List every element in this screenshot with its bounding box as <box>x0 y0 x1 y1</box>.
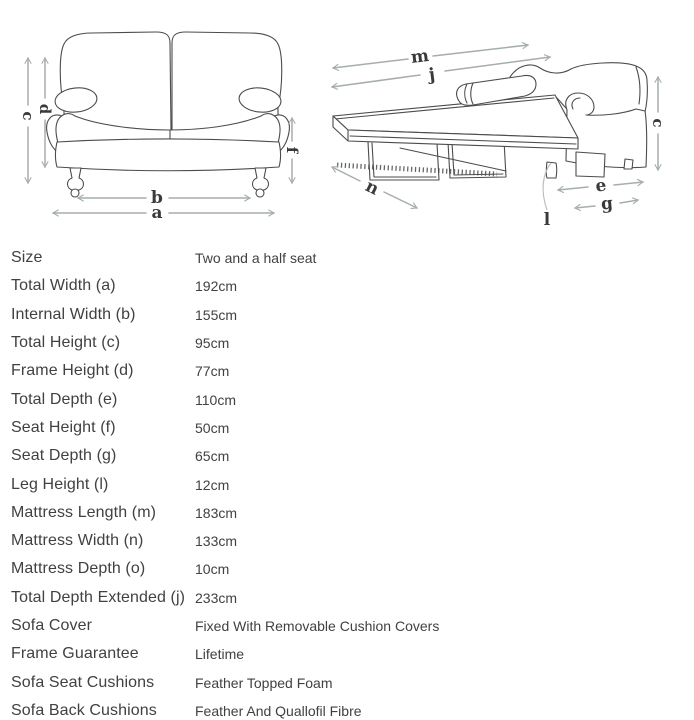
spec-label: Total Width (a) <box>11 277 116 295</box>
spec-row <box>11 385 694 413</box>
spec-value: 233cm <box>195 589 238 606</box>
spec-row <box>11 555 694 583</box>
spec-row <box>11 584 694 612</box>
sofa-bed-extended-diagram <box>320 20 694 235</box>
spec-value: Two and a half seat <box>195 250 317 267</box>
spec-value: 77cm <box>195 363 230 380</box>
spec-row <box>11 697 694 720</box>
spec-label: Total Depth Extended (j) <box>11 588 186 606</box>
spec-label: Size <box>11 249 43 267</box>
dimension-label-l: l <box>543 210 551 230</box>
spec-value: 65cm <box>195 448 230 465</box>
spec-label: Total Height (c) <box>11 334 121 352</box>
spec-row <box>11 442 694 470</box>
spec-label: Sofa Cover <box>11 617 93 634</box>
sofa-front-view-diagram <box>0 0 310 230</box>
spec-value: 12cm <box>195 476 230 493</box>
spec-row <box>11 272 694 300</box>
spec-row <box>11 301 694 329</box>
spec-row <box>11 668 694 696</box>
spec-table <box>11 244 694 720</box>
spec-value: 95cm <box>195 335 230 352</box>
spec-row <box>11 499 694 527</box>
spec-label: Sofa Back Cushions <box>11 701 157 719</box>
spec-row <box>11 244 694 272</box>
spec-value: 50cm <box>195 419 230 436</box>
spec-label: Leg Height (l) <box>11 475 109 493</box>
spec-value: Lifetime <box>195 646 245 663</box>
dimension-label-a: a <box>151 203 163 223</box>
spec-label: Internal Width (b) <box>11 305 136 323</box>
spec-label: Seat Height (f) <box>11 418 116 436</box>
spec-label: Total Depth (e) <box>11 390 118 408</box>
spec-label: Frame Guarantee <box>11 645 139 663</box>
dimension-label-e: e <box>594 175 608 197</box>
spec-value: Feather Topped Foam <box>195 674 333 691</box>
spec-row <box>11 357 694 385</box>
spec-row <box>11 470 694 498</box>
spec-label: Mattress Depth (o) <box>11 560 146 578</box>
dimension-label-f: f <box>283 146 301 154</box>
dimension-label-j: j <box>427 64 437 86</box>
spec-value: Fixed With Removable Cushion Covers <box>195 618 440 634</box>
spec-label: Sofa Seat Cushions <box>11 673 155 691</box>
spec-row <box>11 329 694 357</box>
spec-label: Mattress Width (n) <box>11 532 144 550</box>
dimension-label-b: b <box>151 188 163 208</box>
spec-value: Feather And Quallofil Fibre <box>195 702 362 719</box>
spec-value: 183cm <box>195 504 238 521</box>
dimension-label-m: m <box>409 45 431 69</box>
dimension-label-d: d <box>36 103 54 115</box>
spec-value: 110cm <box>195 391 236 408</box>
spec-label: Mattress Length (m) <box>11 503 157 521</box>
spec-label: Frame Height (d) <box>11 362 134 380</box>
spec-label: Seat Depth (g) <box>11 447 117 465</box>
spec-value: 10cm <box>195 561 230 578</box>
spec-value: 133cm <box>195 533 238 550</box>
dimension-label-n: n <box>362 176 382 200</box>
dimension-label-g: g <box>600 193 614 215</box>
spec-row <box>11 527 694 555</box>
spec-value: 192cm <box>195 278 238 295</box>
spec-row <box>11 414 694 442</box>
spec-row <box>11 612 694 640</box>
spec-value: 155cm <box>195 306 238 323</box>
spec-row <box>11 640 694 668</box>
dimension-label-c-bed: c <box>649 118 667 128</box>
sofa-front-drawing <box>47 32 290 197</box>
dimension-label-c: c <box>19 111 37 121</box>
